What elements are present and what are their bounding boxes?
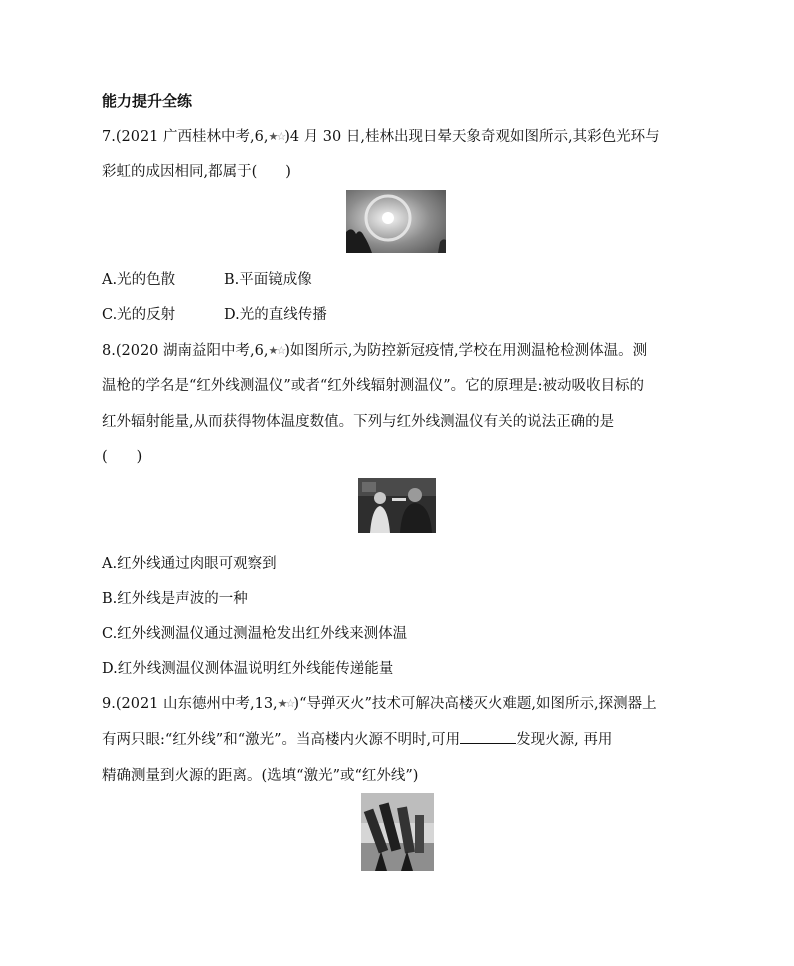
q7-options-row1 bbox=[102, 268, 312, 289]
q8-line4: ( ) bbox=[102, 449, 143, 465]
q9-line2 bbox=[102, 728, 612, 749]
q8-source: 8.(2020 湖南益阳中考,6, bbox=[102, 343, 269, 359]
q9-line1 bbox=[102, 692, 657, 713]
fire-missile-launcher-photo bbox=[361, 793, 434, 871]
answer-blank[interactable] bbox=[460, 731, 516, 744]
q7-source: 7.(2021 广西桂林中考,6, bbox=[102, 129, 269, 145]
q8-option-a[interactable]: A.红外线通过肉眼可观察到 bbox=[102, 556, 277, 572]
section-title: 能力提升全练 bbox=[102, 92, 193, 110]
q7-text-2: 彩虹的成因相同,都属于( bbox=[102, 164, 258, 180]
q7-option-b[interactable]: B.平面镜成像 bbox=[224, 272, 312, 288]
q8-line1 bbox=[102, 339, 647, 360]
q7-option-d[interactable]: D.光的直线传播 bbox=[224, 307, 327, 323]
q8-text-1: )如图所示,为防控新冠疫情,学校在用测温枪检测体温。测 bbox=[284, 343, 648, 359]
q9-text-3: 精确测量到火源的距离。(选填“激光”或“红外线”) bbox=[102, 768, 419, 784]
q8-line2: 温枪的学名是“红外线测温仪”或者“红外线辐射测温仪”。它的原理是:被动吸收目标的 bbox=[102, 378, 645, 394]
q7-text-1: )4 月 30 日,桂林出现日晕天象奇观如图所示,其彩色光环与 bbox=[284, 129, 660, 145]
q8-line3: 红外辐射能量,从而获得物体温度数值。下列与红外线测温仪有关的说法正确的是 bbox=[102, 414, 615, 430]
q8-option-c[interactable]: C.红外线测温仪通过测温枪发出红外线来测体温 bbox=[102, 626, 408, 642]
q9-text-1: )“导弹灭火”技术可解决高楼灭火难题,如图所示,探测器上 bbox=[293, 696, 657, 712]
q7-line1 bbox=[102, 125, 660, 146]
q7-line2: 彩虹的成因相同,都属于( ) bbox=[102, 164, 291, 180]
difficulty-star-icon: ★☆ bbox=[277, 697, 294, 710]
difficulty-star-icon: ★☆ bbox=[268, 344, 285, 357]
q9-line3 bbox=[102, 764, 418, 785]
q7-option-c[interactable]: C.光的反射 bbox=[102, 307, 176, 323]
q7-options-row2 bbox=[102, 303, 327, 324]
difficulty-star-icon: ★☆ bbox=[268, 130, 285, 143]
q9-text-2: 有两只眼:“红外线”和“激光”。当高楼内火源不明时,可用 bbox=[102, 732, 461, 748]
solar-halo-photo bbox=[346, 190, 446, 253]
q9-text-2b: 发现火源, 再用 bbox=[516, 732, 613, 748]
q9-source: 9.(2021 山东德州中考,13, bbox=[102, 696, 278, 712]
q7-option-a[interactable]: A.光的色散 bbox=[102, 272, 176, 288]
q8-option-b[interactable]: B.红外线是声波的一种 bbox=[102, 591, 248, 607]
q8-option-d[interactable]: D.红外线测温仪测体温说明红外线能传递能量 bbox=[102, 661, 394, 677]
temperature-check-photo bbox=[358, 478, 436, 533]
